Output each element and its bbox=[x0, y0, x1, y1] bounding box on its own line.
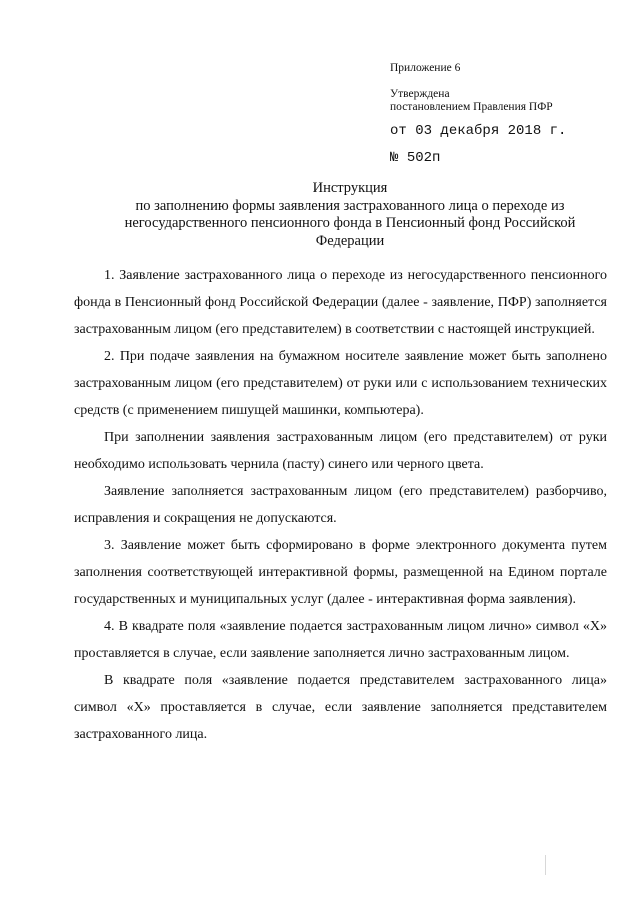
title-heading: Инструкция bbox=[312, 180, 388, 196]
date-prefix: от bbox=[390, 123, 407, 139]
approval-header bbox=[390, 62, 566, 167]
scan-artifact bbox=[545, 855, 546, 875]
approval-date: 03 декабря 2018 г. bbox=[415, 123, 567, 139]
paragraph-6: 4. В квадрате поля «заявление подается застрахованным лицом лично» символ «Х» проставляется в случае, если заявление заполняется лично застрахованным лицом. bbox=[74, 619, 607, 661]
title-line-3: Федерации bbox=[315, 232, 385, 249]
paragraph-1: 1. Заявление застрахованного лица о переходе из негосударственного пенсионного фонда в Пенсионный фонд Российской Федерации (далее - заявление, ПФР) заполняется застрахованным лицом (его представителем) в соответствии с настоящей инструкцией. bbox=[74, 268, 607, 337]
title-line-1: по заполнению формы заявления застрахованного лица о переходе из bbox=[135, 197, 565, 214]
paragraph-7: В квадрате поля «заявление подается представителем застрахованного лица» символ «Х» проставляется в случае, если заявление заполняется представителем застрахованного лица. bbox=[74, 673, 607, 742]
paragraph-4: Заявление заполняется застрахованным лицом (его представителем) разборчиво, исправления и сокращения не допускаются. bbox=[74, 484, 607, 526]
document-title bbox=[40, 180, 640, 250]
paragraph-3: При заполнении заявления застрахованным лицом (его представителем) от руки необходимо использовать чернила (пасту) синего или черного цвета. bbox=[74, 430, 607, 472]
paragraph-2: 2. При подаче заявления на бумажном носителе заявление может быть заполнено застрахованным лицом (его представителем) от руки или с использованием технических средств (с применением пишущей машинки, компьютера). bbox=[74, 349, 607, 418]
paragraph-5: 3. Заявление может быть сформировано в форме электронного документа путем заполнения соответствующей интерактивной формы, размещенной на Едином портале государственных и муниципальных услуг (далее - интерактивная форма заявления). bbox=[74, 538, 607, 607]
annex-label: Приложение 6 bbox=[390, 62, 461, 74]
instruction-body bbox=[74, 262, 607, 748]
approved-label: Утверждена bbox=[390, 88, 450, 100]
number-prefix: № bbox=[390, 150, 399, 166]
approved-by-label: постановлением Правления ПФР bbox=[390, 101, 553, 113]
title-line-2: негосударственного пенсионного фонда в Пенсионный фонд Российской bbox=[124, 215, 576, 231]
approval-number: 502п bbox=[406, 150, 441, 166]
approval-number-line bbox=[390, 149, 566, 167]
approval-date-line bbox=[390, 122, 566, 140]
